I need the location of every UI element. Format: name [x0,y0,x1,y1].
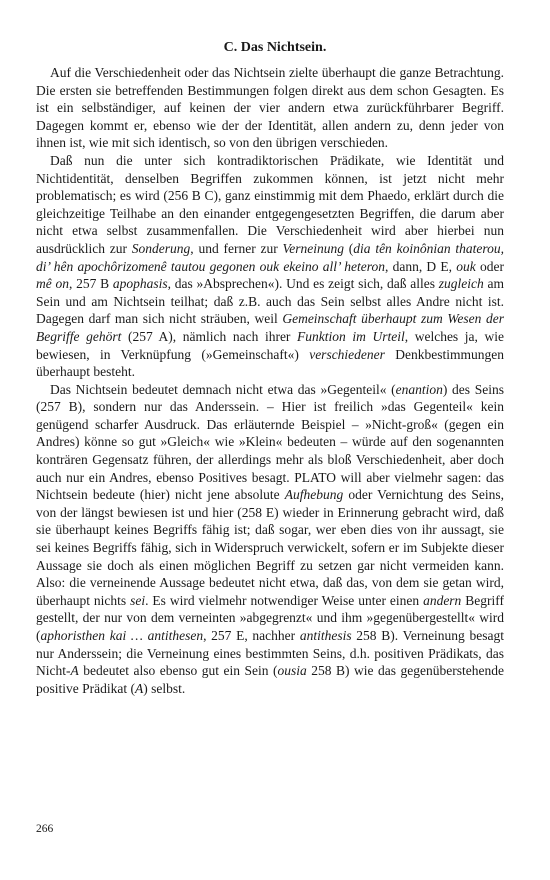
text-run: ( [344,240,354,256]
text-run: 258 B) wie das gegenüberstehende positive Prädikat ( [36,663,504,696]
text-run: , und ferner zur [190,240,283,256]
paragraph [36,152,504,381]
text-run: ) des Seins (257 B), sondern nur das Anderssein. – Hier ist freilich »das Gegenteil« kein genügend scharfer Ausdruck. Das erläuternde Beispiel – »Nicht-groß« (gegen ein Andres) könne so gut »Gleich« wie »Klein« bedeuten – würde auf den sogenannten konträren Gegensatz führen, der allerdings mehr als bloß Verschiedenheit, aber doch auch nur ein Andres, ebenso Positives besagt. PLATO will aber vielmehr sagen: das Nichtsein bedeute (hier) nicht jene absolute [36,381,504,503]
text-run: , 257 E, nachher [203,628,300,643]
italic-text: enantion [395,381,443,397]
italic-text: Gemeinschaft überhaupt zum Wesen der Begriffe gehört [36,311,504,344]
italic-text: A [70,663,79,679]
text-run: Daß nun die unter sich kontradiktorischen Prädikate, wie Identität und Nichtidentität, denselben Begriffen zukommen können, ist jetzt nicht mehr problematisch; es wird (256 B C), ganz einstimmig mit dem Phaedo, erklärt durch die gleichzeitige Teilhabe an den einander entgegengesetzten Begriffen, die darum aber nicht etwa selbst zusammenfallen. Die Verschiedenheit wird aber hierbei nun ausdrücklich zur [36,152,504,256]
italic-text: Sonderung [131,240,191,256]
italic-text: antithesis [299,628,352,643]
text-run: (257 A), nämlich nach ihrer [121,328,298,344]
text-run: Begriff gestellt, der nur von dem verneinten »abgegrenzt« und ihm »gegenübergestellt« wird ( [36,592,504,643]
text-run: , welches ja, wie bewiesen, in Verknüpfung (»Gemeinschaft«) [36,328,505,362]
paragraph [36,64,504,152]
italic-text: apophasis [112,276,168,292]
text-run: 258 B). Verneinung besagt nur Anderssein; die Verneinung eines bestimmten Seins, d.h. positiven Prädikats, das Nicht- [36,628,504,679]
italic-text: Verneinung [282,240,344,256]
text-run: oder [475,258,504,274]
italic-text: ouk [456,258,476,274]
text-run: , 257 B [69,276,113,292]
text-run: . Es wird vielmehr notwendiger Weise unter einen [145,592,424,608]
text-run: Denkbestimmungen überhaupt besteht. [36,346,505,380]
text-run: oder Vernichtung des Seins, von der längst bewiesen ist und hier (258 E) wieder in Erinnerung gebracht wird, daß sie überhaupt keines Begriffs fähig ist; daß sogar, wer eben dies von ihr aussagt, sie sei keines Begriffs fähig, sich in Widerspruch verwickelt, sofern er im Subjekte dieser Aussage sie doch als einen möglichen Begriff zu setzen gar nicht vermeiden kann. Also: die verneinende Aussage bedeutet nicht etwa, daß das, von dem sie getan wird, überhaupt nichts [36,487,504,608]
italic-text: aphoristhen kai … antithesen [40,628,204,643]
page-number: 266 [36,823,54,835]
paragraph [36,381,504,698]
italic-text: verschiedener [309,346,385,362]
text-run: ) selbst. [143,680,186,696]
italic-text: Aufhebung [284,487,344,503]
italic-text: zugleich [438,276,484,292]
italic-text: mê on [36,276,69,292]
text-run: am Sein und am Nichtsein teilhat; daß z.B. auch das Sein selbst alles Andre nicht ist. Dagegen darf man sich nicht sträuben, weil [36,276,504,327]
text-run: , dann, D E, [384,258,457,274]
text-run: bedeutet also ebenso gut ein Sein ( [78,663,278,679]
italic-text: Funktion im Urteil [297,328,405,344]
text-run: , das »Absprechen«). Und es zeigt sich, daß alles [167,276,439,292]
italic-text: A [134,680,144,696]
italic-text: sei [130,592,146,608]
italic-text: andern [423,592,462,608]
italic-text: ousia [277,663,307,679]
body-text [36,64,504,697]
italic-text: dia tên koinônian thaterou, di’ hên apochôrizomenê tautou gegonen ouk ekeino all’ heteron [36,240,504,274]
text-run: Das Nichtsein bedeutet demnach nicht etwa das »Gegenteil« ( [50,381,396,397]
text-run: Auf die Verschiedenheit oder das Nichtsein zielte überhaupt die ganze Betrachtung. Die ersten sie betreffenden Bestimmungen folgen direkt aus dem schon Gesagten. Es ist ein selbständiger, auf keinen der vier andern etwa zurückführbarer Begriff. Dagegen kommt er, ebenso wie der der Identität, allen andern zu, denn jeder von ihnen ist, wie mit sich identisch, so von den übrigen verschieden. [36,65,504,151]
section-heading: C. Das Nichtsein. [223,40,327,55]
